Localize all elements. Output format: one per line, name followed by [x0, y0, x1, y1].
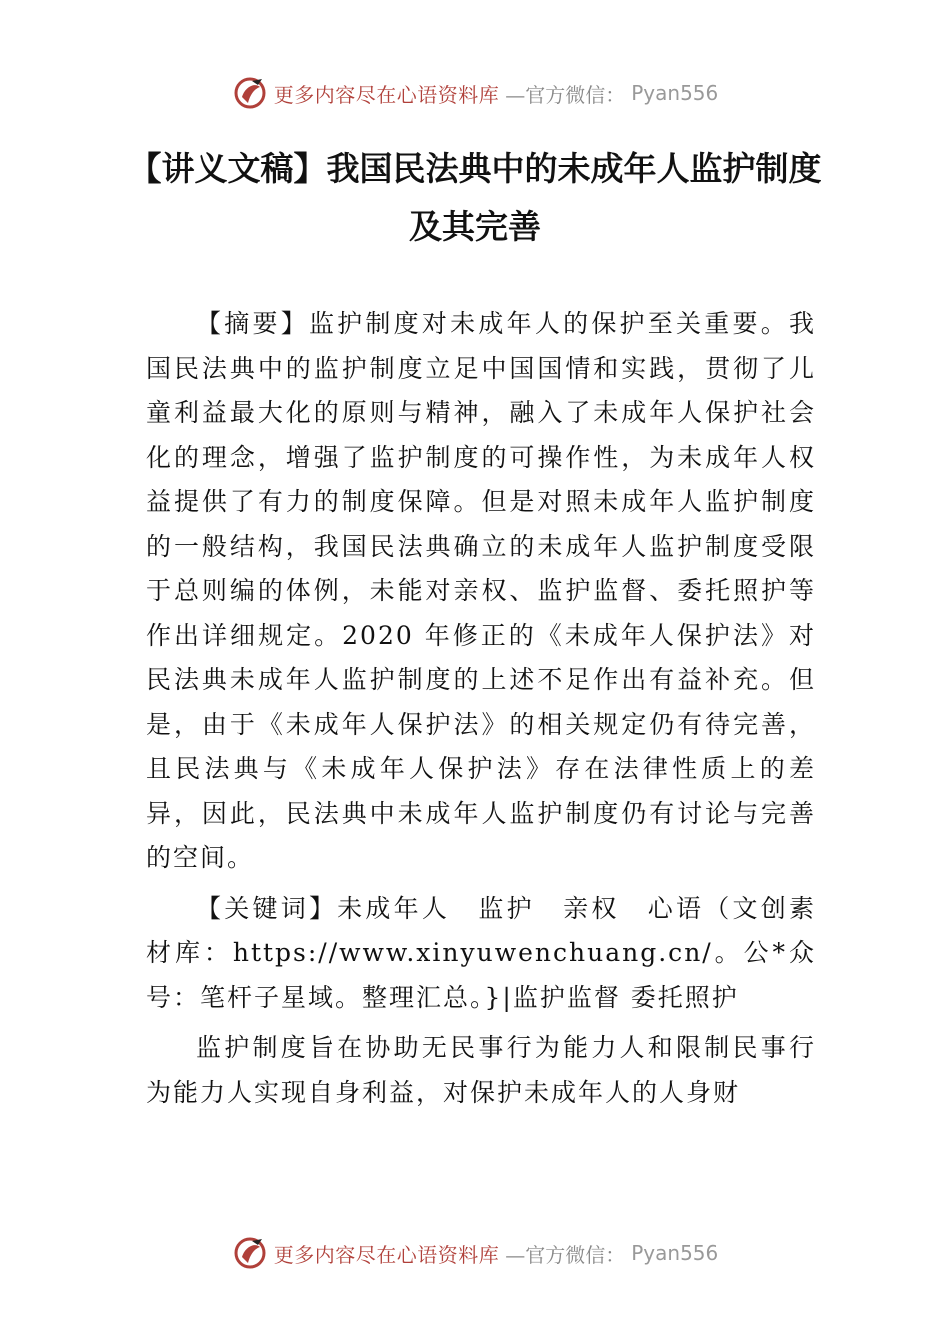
watermark-separator: —官方微信：: [505, 82, 626, 107]
watermark-contact: Pyan556: [631, 1241, 719, 1265]
watermark-text: 更多内容尽在心语资料库: [273, 82, 500, 107]
document-body: [146, 302, 816, 1115]
keywords-paragraph: 【关键词】未成年人 监护 亲权 心语（文创素材库：https://www.xinyuwenchuang.cn/。公*众号：笔杆子星域。整理汇总。}|监护监督 委托照护: [146, 893, 816, 1012]
footer-watermark: [0, 1233, 950, 1273]
header-watermark: [0, 73, 950, 113]
watermark-separator: —官方微信：: [505, 1242, 626, 1267]
watermark-text: 更多内容尽在心语资料库: [273, 1242, 500, 1267]
document-title: 【讲义文稿】我国民法典中的未成年人监护制度及其完善: [128, 149, 822, 246]
logo-icon: [232, 75, 268, 111]
logo-icon: [232, 1235, 268, 1271]
watermark-contact: Pyan556: [631, 81, 719, 105]
abstract-paragraph: 【摘要】监护制度对未成年人的保护至关重要。我国民法典中的监护制度立足中国国情和实践，贯彻了儿童利益最大化的原则与精神，融入了未成年人保护社会化的理念，增强了监护制度的可操作性，为未成年人权益提供了有力的制度保障。但是对照未成年人监护制度的一般结构，我国民法典确立的未成年人监护制度受限于总则编的体例，未能对亲权、监护监督、委托照护等作出详细规定。2020 年修正的《未成年人保护法》对民法典未成年人监护制度的上述不足作出有益补充。但是，由于《未成年人保护法》的相关规定仍有待完善，且民法典与《未成年人保护法》存在法律性质上的差异，因此，民法典中未成年人监护制度仍有讨论与完善的空间。: [146, 309, 816, 872]
body-paragraph: 监护制度旨在协助无民事行为能力人和限制民事行为能力人实现自身利益，对保护未成年人的人身财: [146, 1033, 816, 1107]
